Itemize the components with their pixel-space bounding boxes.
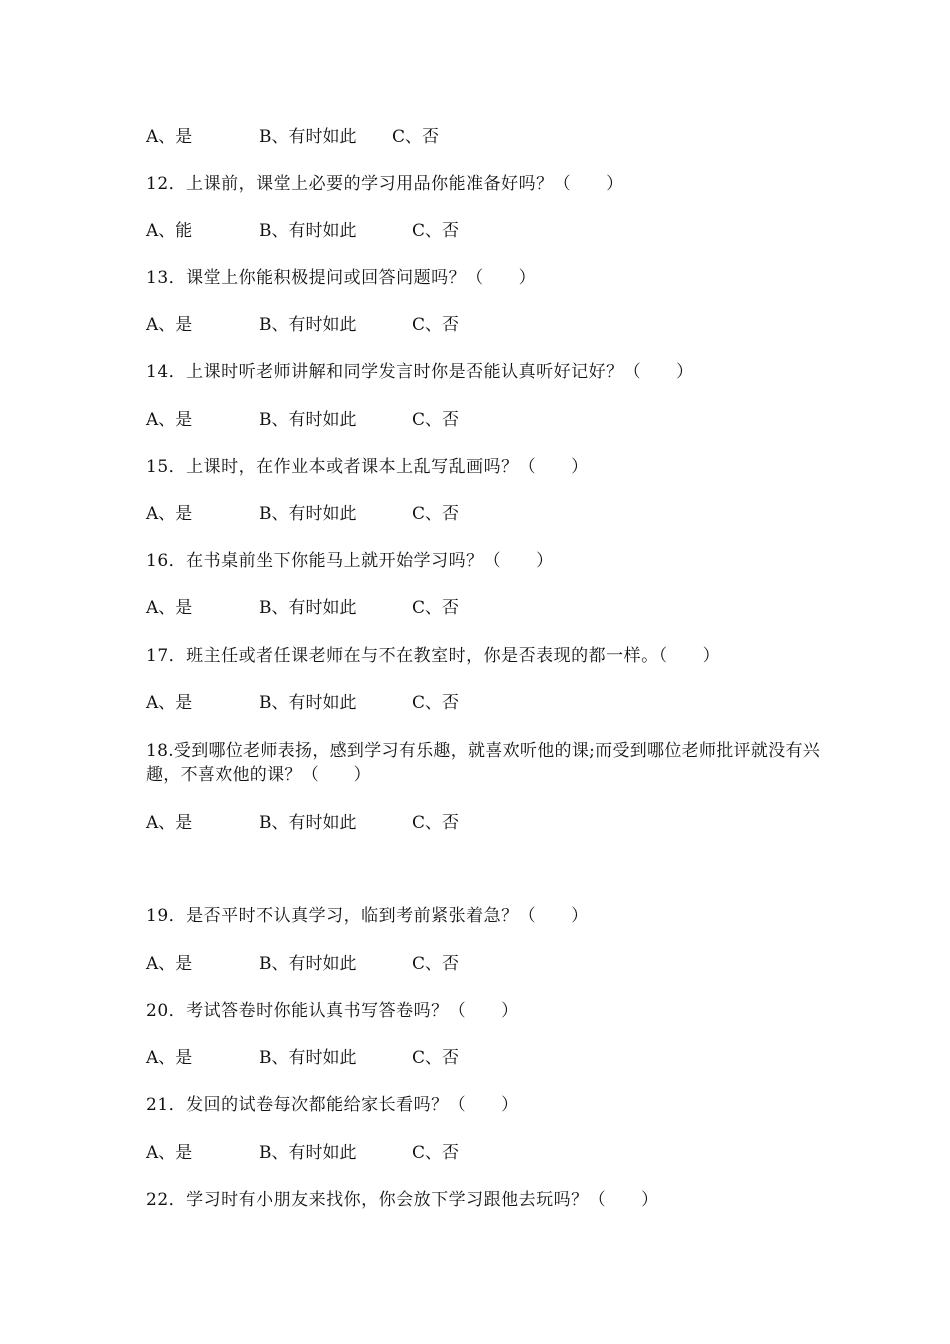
question-12: 12．上课前，课堂上必要的学习用品你能准备好吗？（ ） (146, 174, 624, 194)
option-c: C、否 (412, 693, 460, 713)
option-c: C、否 (412, 221, 460, 241)
question-20: 20．考试答卷时你能认真书写答卷吗？（ ） (146, 1001, 519, 1021)
question-15: 15．上课时，在作业本或者课本上乱写乱画吗？（ ） (146, 457, 589, 477)
option-c: C、否 (412, 504, 460, 524)
question-22: 22．学习时有小朋友来找你，你会放下学习跟他去玩吗？（ ） (146, 1190, 659, 1210)
option-a: A、是 (146, 598, 193, 618)
option-a: A、是 (146, 954, 193, 974)
option-b: B、有时如此 (259, 1143, 357, 1163)
option-b: B、有时如此 (259, 127, 357, 147)
question-14: 14．上课时听老师讲解和同学发言时你是否能认真听好记好？（ ） (146, 362, 694, 382)
question-13: 13．课堂上你能积极提问或回答问题吗？（ ） (146, 268, 537, 288)
option-b: B、有时如此 (259, 954, 357, 974)
option-b: B、有时如此 (259, 693, 357, 713)
option-c: C、否 (412, 1048, 460, 1068)
option-b: B、有时如此 (259, 1048, 357, 1068)
option-a: A、是 (146, 813, 193, 833)
option-a: A、是 (146, 127, 193, 147)
option-a: A、是 (146, 504, 193, 524)
option-b: B、有时如此 (259, 598, 357, 618)
question-18: 18.受到哪位老师表扬，感到学习有乐趣，就喜欢听他的课;而受到哪位老师批评就没有兴趣，不喜欢他的课？（ ） (146, 741, 821, 785)
option-b: B、有时如此 (259, 813, 357, 833)
option-c: C、否 (412, 954, 460, 974)
question-16: 16．在书桌前坐下你能马上就开始学习吗？（ ） (146, 551, 554, 571)
option-c: C、否 (412, 315, 460, 335)
option-c: C、否 (412, 1143, 460, 1163)
option-c: C、否 (412, 410, 460, 430)
option-a: A、是 (146, 1048, 193, 1068)
option-a: A、是 (146, 315, 193, 335)
option-b: B、有时如此 (259, 410, 357, 430)
question-21: 21．发回的试卷每次都能给家长看吗？（ ） (146, 1095, 519, 1115)
option-a: A、是 (146, 410, 193, 430)
option-a: A、是 (146, 1143, 193, 1163)
option-a: A、能 (146, 221, 193, 241)
question-19: 19．是否平时不认真学习，临到考前紧张着急？（ ） (146, 906, 589, 926)
option-a: A、是 (146, 693, 193, 713)
option-c: C、否 (392, 127, 440, 147)
option-c: C、否 (412, 598, 460, 618)
option-b: B、有时如此 (259, 315, 357, 335)
option-b: B、有时如此 (259, 221, 357, 241)
question-17: 17．班主任或者任课老师在与不在教室时，你是否表现的都一样。（ ） (146, 646, 721, 666)
option-c: C、否 (412, 813, 460, 833)
option-b: B、有时如此 (259, 504, 357, 524)
